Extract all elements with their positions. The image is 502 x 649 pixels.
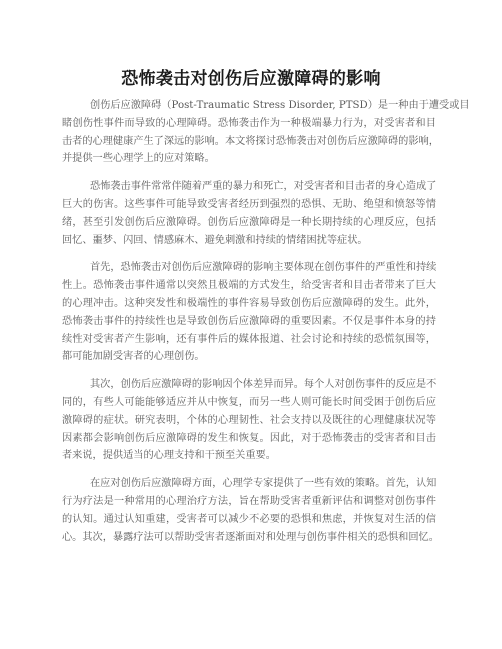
text-line: 击者的心理健康产生了深远的影响。本文将探讨恐怖袭击对创伤后应激障碍的影响， xyxy=(62,135,439,147)
paragraph-4 xyxy=(62,376,436,465)
text-line: 同的，有些人可能能够适应并从中恢复，而另一些人则可能长时间受困于创伤后应 xyxy=(62,396,436,408)
page-title: 恐怖袭击对创伤后应激障碍的影响 xyxy=(121,69,381,89)
paragraph-5 xyxy=(62,475,439,546)
text-line: 都可能加剧受害者的心理创伤。 xyxy=(62,351,205,363)
text-line: 行为疗法是一种常用的心理治疗方法，旨在帮助受害者重新评估和调整对创伤事件 xyxy=(62,495,436,507)
text-line: 绪，甚至引发创伤后应激障碍。创伤后应激障碍是一种长期持续的心理反应，包括 xyxy=(62,216,436,228)
text-line: 恐怖袭击事件常常伴随着严重的暴力和死亡，对受害者和目击者的身心造成了 xyxy=(90,181,437,193)
text-line: 其次，创伤后应激障碍的影响因个体差异而异。每个人对创伤事件的反应是不 xyxy=(90,379,437,391)
paragraph-1 xyxy=(62,97,470,168)
text-line: 在应对创伤后应激障碍方面，心理学专家提供了一些有效的策略。首先，认知 xyxy=(90,478,437,490)
text-line: 的心理冲击。这种突发性和极端性的事件容易导致创伤后应激障碍的发生。此外， xyxy=(62,297,436,309)
text-line: 激障碍的症状。研究表明，个体的心理韧性、社会支持以及既往的心理健康状况等 xyxy=(62,414,436,426)
text-line: 恐怖袭击事件的持续性也是导致创伤后应激障碍的重要因素。不仅是事件本身的持 xyxy=(62,315,436,327)
text-line: 创伤后应激障碍（Post-Traumatic Stress Disorder, PTSD）是一种由于遭受或目 xyxy=(90,100,470,111)
document-body xyxy=(62,97,470,556)
text-line: 者来说，提供适当的心理支持和干预至关重要。 xyxy=(62,450,276,462)
text-line: 因素都会影响创伤后应激障碍的发生和恢复。因此，对于恐怖袭击的受害者和目击 xyxy=(62,432,436,444)
text-line: 首先，恐怖袭击对创伤后应激障碍的影响主要体现在创伤事件的严重性和持续 xyxy=(90,262,437,274)
text-line: 性上。恐怖袭击事件通常以突然且极端的方式发生，给受害者和目击者带来了巨大 xyxy=(62,280,436,292)
text-line: 巨大的伤害。这些事件可能导致受害者经历到强烈的恐惧、无助、绝望和愤怒等情 xyxy=(62,198,436,210)
paragraph-2 xyxy=(62,178,436,249)
text-line: 睹创伤性事件而导致的心理障碍。恐怖袭击作为一种极端暴力行为，对受害者和目 xyxy=(62,117,436,129)
text-line: 续性对受害者产生影响，还有事件后的媒体报道、社会讨论和持续的恐慌氛围等， xyxy=(62,333,436,345)
text-line: 并提供一些心理学上的应对策略。 xyxy=(62,153,215,165)
text-line: 心。其次，暴露疗法可以帮助受害者逐渐面对和处理与创伤事件相关的恐惧和回忆。 xyxy=(62,531,439,543)
text-line: 的认知。通过认知重建，受害者可以减少不必要的恐惧和焦虑，并恢复对生活的信 xyxy=(62,513,436,525)
paragraph-3 xyxy=(62,259,436,366)
text-line: 回忆、噩梦、闪回、情感麻木、避免刺激和持续的情绪困扰等症状。 xyxy=(62,234,368,246)
